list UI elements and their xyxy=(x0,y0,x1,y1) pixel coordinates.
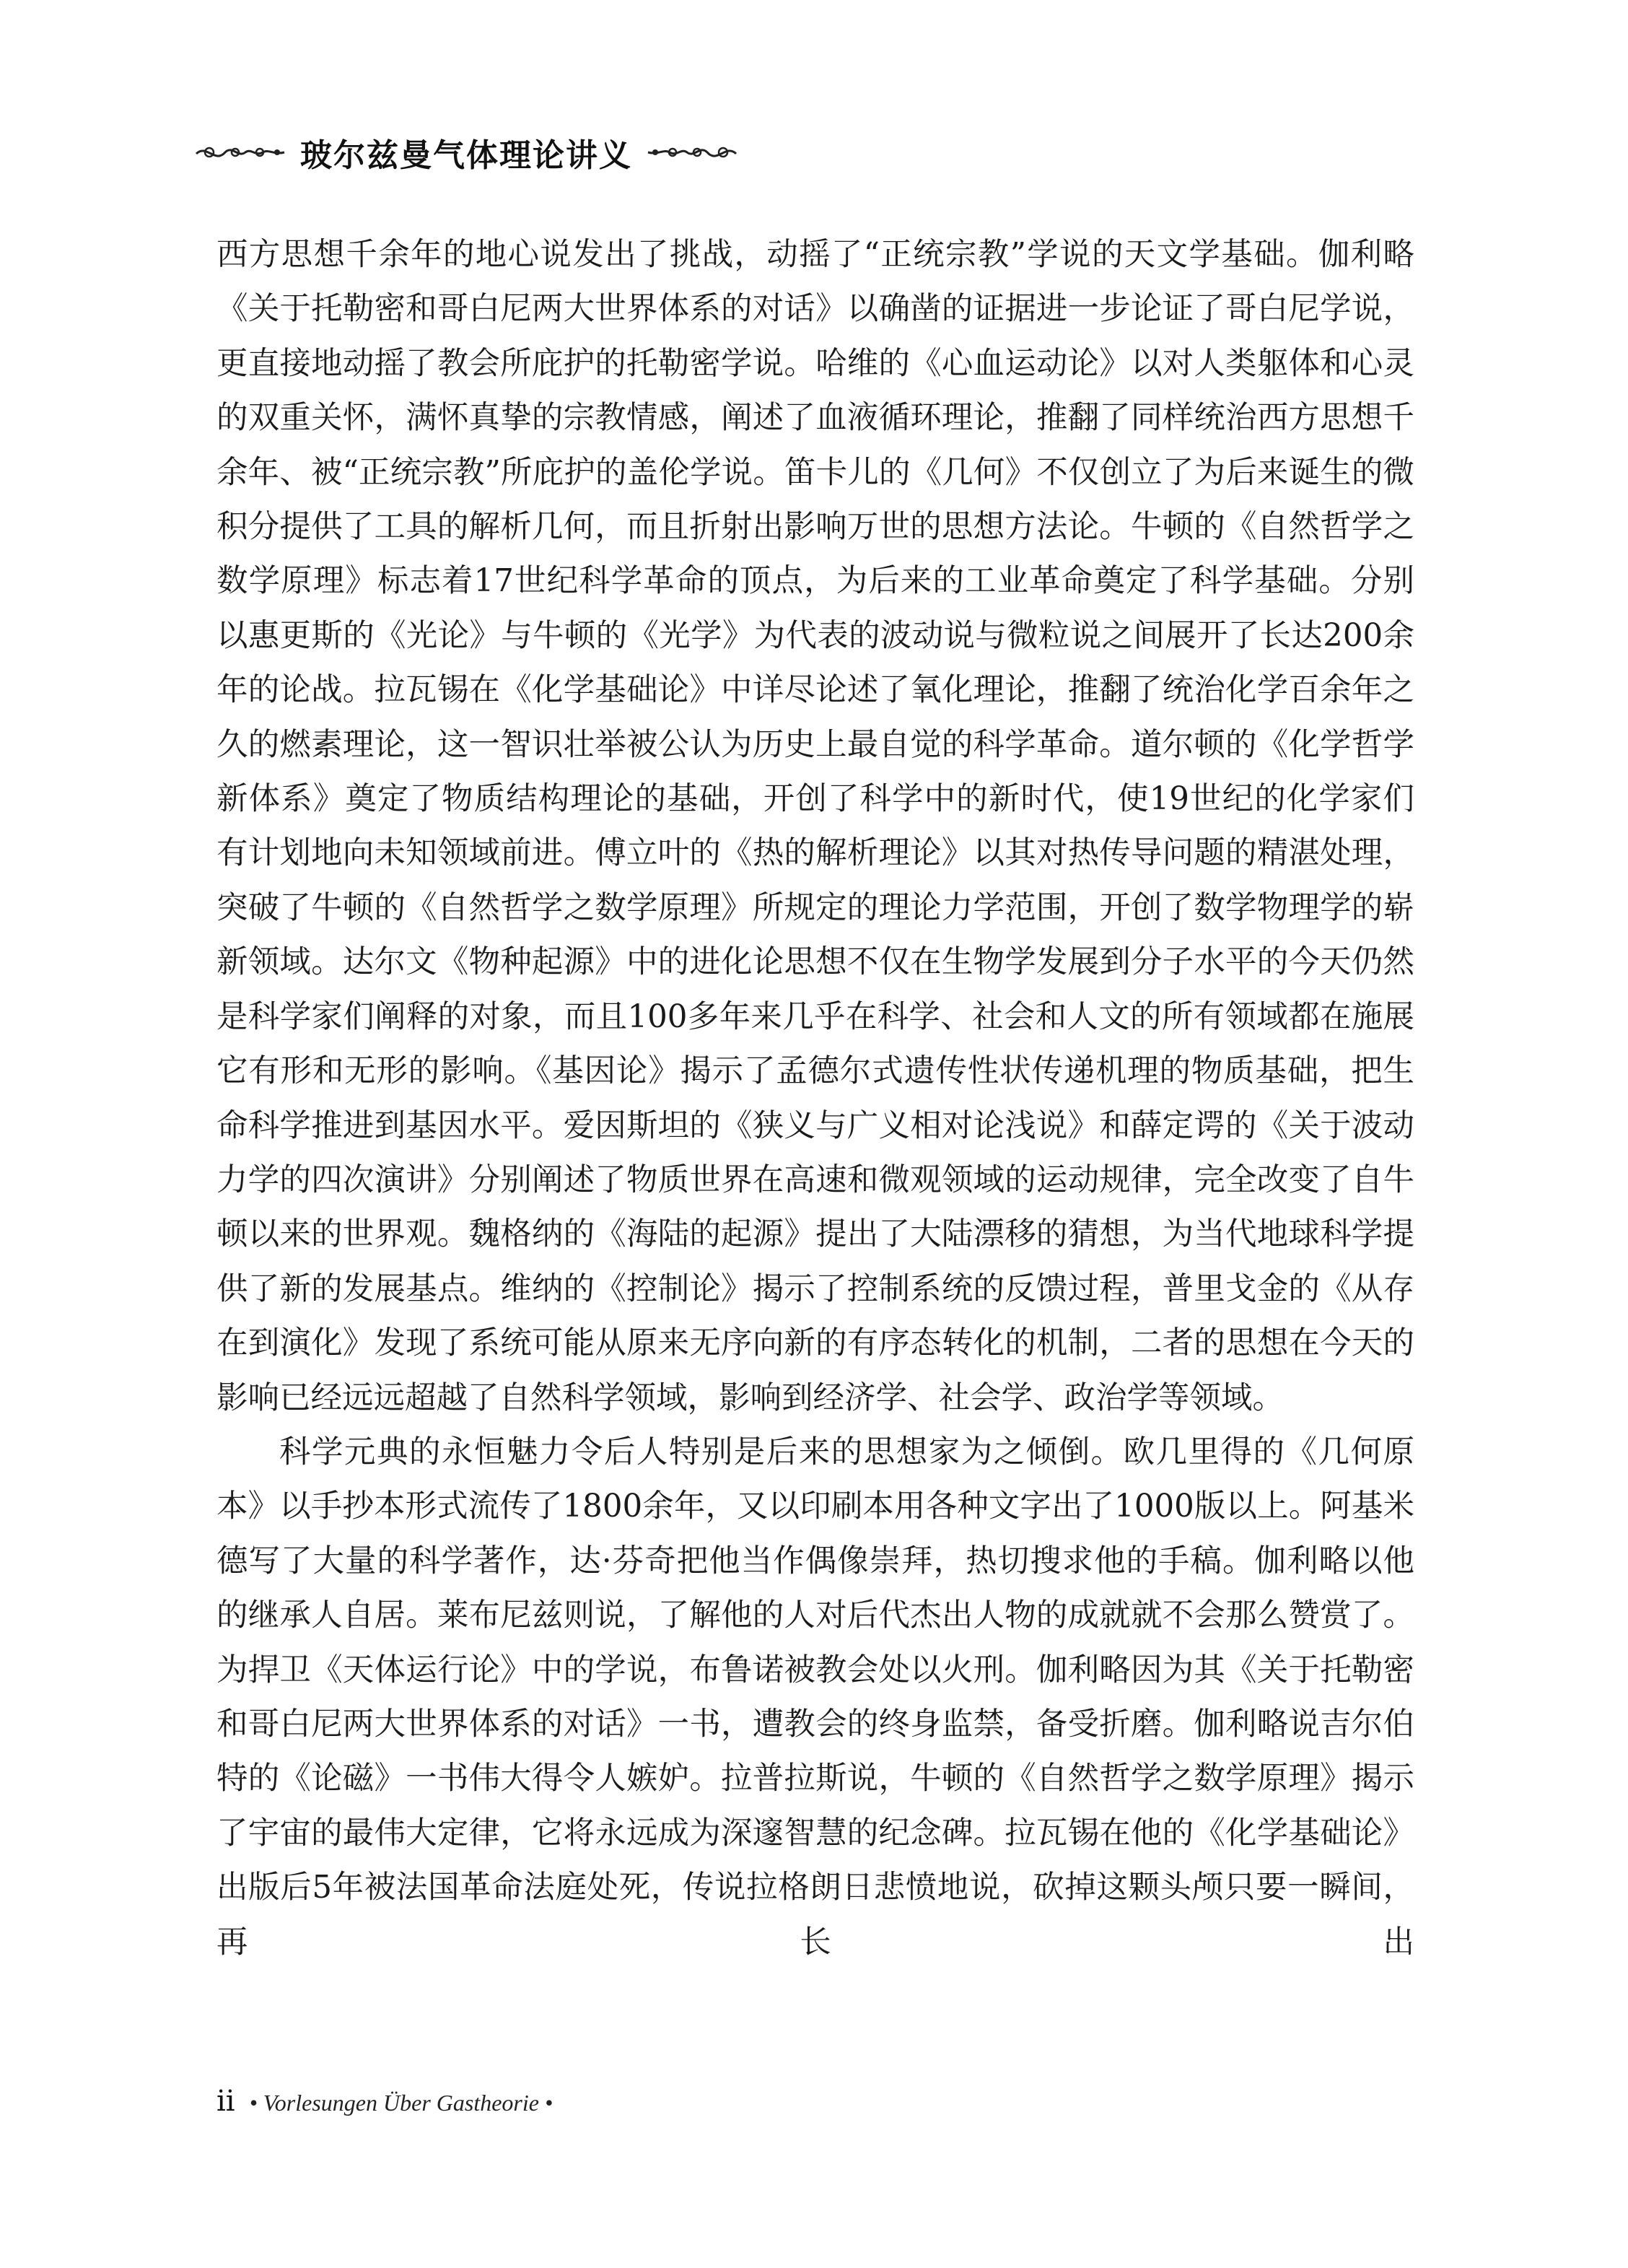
left-flourish-ornament xyxy=(193,136,287,168)
footer-series-title: • Vorlesungen Über Gastheorie • xyxy=(249,2090,553,2116)
right-flourish-ornament xyxy=(645,136,739,168)
paragraph-classics-charm: 科学元典的永恒魅力令后人特别是后来的思想家为之倾倒。欧几里得的《几何原本》以手抄本形式流传了1800余年，又以印刷本用各种文字出了1000版以上。阿基米德写了大量的科学著作，达·芬奇把他当作偶像崇拜，热切搜求他的手稿。伽利略以他的继承人自居。莱布尼兹则说，了解他的人对后代杰出人物的成就就不会那么赞赏了。为捍卫《天体运行论》中的学说，布鲁诺被教会处以火刑。伽利略因为其《关于托勒密和哥白尼两大世界体系的对话》一书，遭教会的终身监禁，备受折磨。伽利略说吉尔伯特的《论磁》一书伟大得令人嫉妒。拉普拉斯说，牛顿的《自然哲学之数学原理》揭示了宇宙的最伟大定律，它将永远成为深邃智慧的纪念碑。拉瓦锡在他的《化学基础论》出版后5年被法国革命法庭处死，传说拉格朗日悲愤地说，砍掉这颗头颅只要一瞬间，再长出 xyxy=(216,1434,1414,1960)
paragraph-continued: 西方思想千余年的地心说发出了挑战，动摇了“正统宗教”学说的天文学基础。伽利略《关于托勒密和哥白尼两大世界体系的对话》以确凿的证据进一步论证了哥白尼学说，更直接地动摇了教会所庇护的托勒密学说。哈维的《心血运动论》以对人类躯体和心灵的双重关怀，满怀真挚的宗教情感，阐述了血液循环理论，推翻了同样统治西方思想千余年、被“正统宗教”所庇护的盖伦学说。笛卡儿的《几何》不仅创立了为后来诞生的微积分提供了工具的解析几何，而且折射出影响万世的思想方法论。牛顿的《自然哲学之数学原理》标志着17世纪科学革命的顶点，为后来的工业革命奠定了科学基础。分别以惠更斯的《光论》与牛顿的《光学》为代表的波动说与微粒说之间展开了长达200余年的论战。拉瓦锡在《化学基础论》中详尽论述了氧化理论，推翻了统治化学百余年之久的燃素理论，这一智识壮举被公认为历史上最自觉的科学革命。道尔顿的《化学哲学新体系》奠定了物质结构理论的基础，开创了科学中的新时代，使19世纪的化学家们有计划地向未知领域前进。傅立叶的《热的解析理论》以其对热传导问题的精湛处理，突破了牛顿的《自然哲学之数学原理》所规定的理论力学范围，开创了数学物理学的崭新领域。达尔文《物种起源》中的进化论思想不仅在生物学发展到分子水平的今天仍然是科学家们阐释的对象，而且100多年来几乎在科学、社会和人文的所有领域都在施展它有形和无形的影响。《基因论》揭示了孟德尔式遗传性状传递机理的物质基础，把生命科学推进到基因水平。爱因斯坦的《狭义与广义相对论浅说》和薛定谔的《关于波动力学的四次演讲》分别阐述了物质世界在高速和微观领域的运动规律，完全改变了自牛顿以来的世界观。魏格纳的《海陆的起源》提出了大陆漂移的猜想，为当代地球科学提供了新的发展基点。维纳的《控制论》揭示了控制系统的反馈过程，普里戈金的《从存在到演化》发现了系统可能从原来无序向新的有序态转化的机制，二者的思想在今天的影响已经远远超越了自然科学领域，影响到经济学、社会学、政治学等领域。 xyxy=(216,237,1414,1416)
page-footer xyxy=(216,2085,553,2118)
page-number: ii xyxy=(216,2085,235,2118)
body-text xyxy=(216,228,1414,1970)
running-head xyxy=(193,128,739,176)
running-title: 玻尔兹曼气体理论讲义 xyxy=(300,137,632,174)
